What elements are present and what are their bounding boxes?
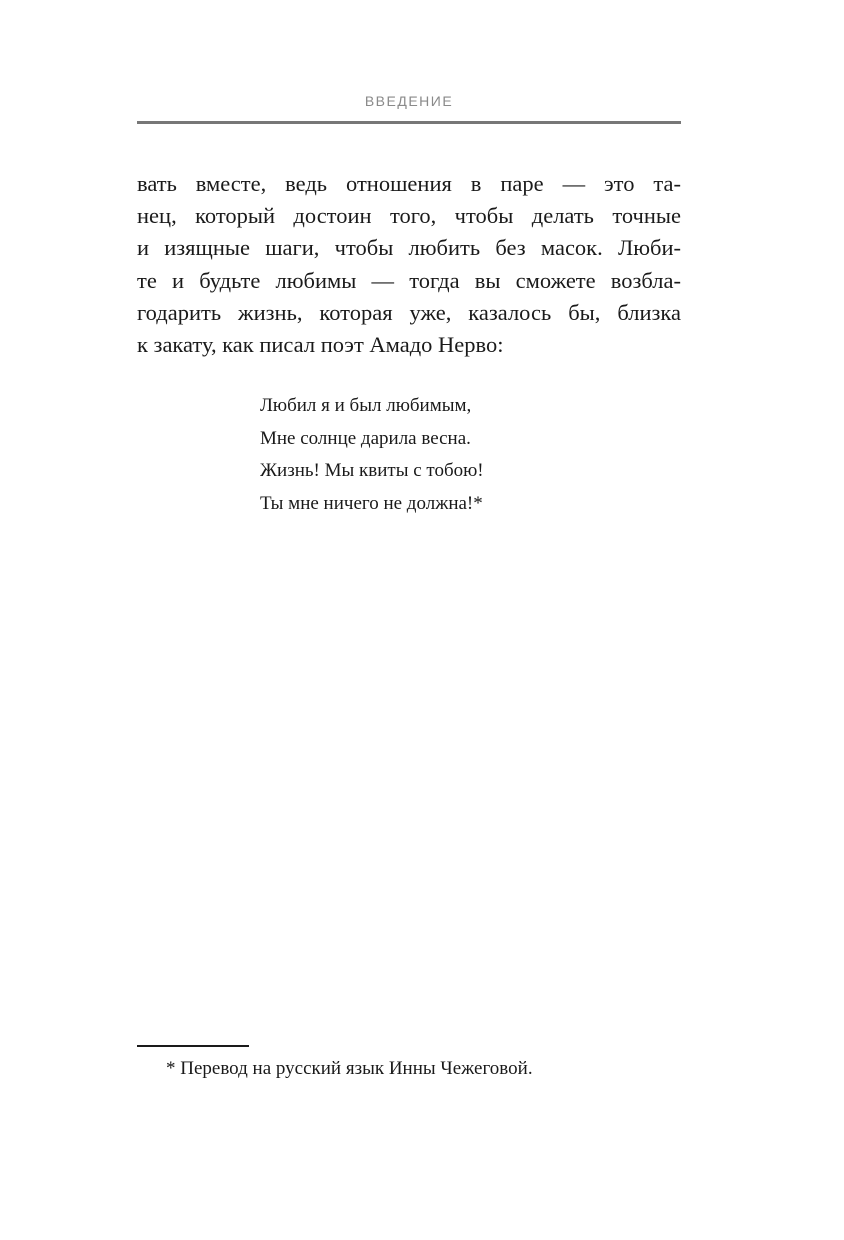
body-paragraph (137, 168, 681, 361)
poem-line: Ты мне ничего не должна!* (260, 492, 483, 514)
poem-line: Жизнь! Мы квиты с тобою! (260, 460, 484, 481)
body-line: к закату, как писал поэт Амадо Нерво: (137, 332, 504, 358)
body-line: и изящные шаги, чтобы любить без масок. Люби- (137, 235, 681, 261)
running-header: ВВЕДЕНИЕ (364, 93, 454, 109)
body-line: те и будьте любимы — тогда вы сможете возбла- (137, 267, 681, 293)
body-line: нец, который достоин того, чтобы делать точные (137, 203, 681, 229)
footnote-rule (137, 1045, 249, 1047)
poem-line: Мне солнце дарила весна. (260, 427, 471, 449)
body-line: вать вместе, ведь отношения в паре — это та- (137, 171, 681, 196)
header-rule (137, 121, 681, 124)
body-line: годарить жизнь, которая уже, казалось бы, близка (137, 299, 681, 325)
poem-line: Любил я и был любимым, (260, 395, 472, 416)
footnote: * Перевод на русский язык Инны Чежеговой. (166, 1058, 533, 1079)
poem-quote (260, 390, 660, 520)
